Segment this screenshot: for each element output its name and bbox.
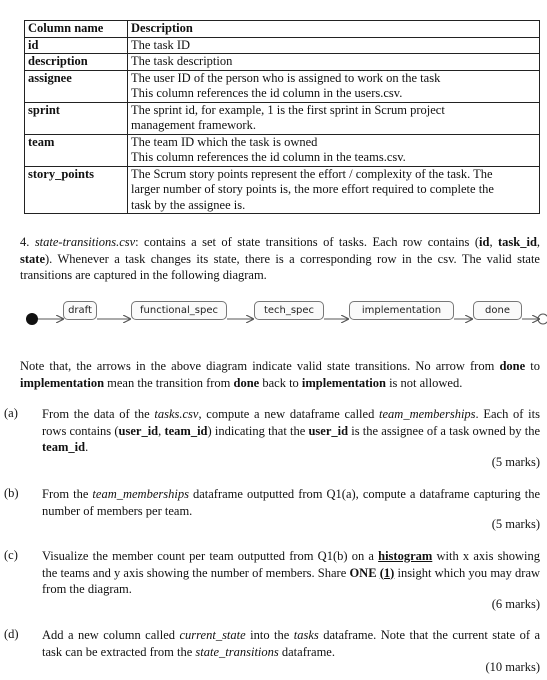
section-4-paragraph: 4. state-transitions.csv: contains a set of state transitions of tasks. Each row contains (id, task_id, state). Whenever a task changes its state, there is a corresponding row in the csv. The valid state transitions are captured in the following diagram. (20, 235, 541, 282)
column-description: The Scrum story points represent the effort / complexity of the task. The larger number of story points is, the more effort required to complete the task by the assignee is. (128, 166, 540, 214)
table-header-row (25, 21, 540, 38)
state-tech-spec: tech_spec (254, 301, 324, 320)
column-description: The sprint id, for example, 1 is the first sprint in Scrum project management framework. (128, 102, 540, 134)
question-label: (b) (4, 486, 19, 500)
table-row (25, 37, 540, 54)
column-name: id (25, 37, 128, 54)
question-text: From the team_memberships dataframe outputted from Q1(a), compute a dataframe capturing the number of members per team. (42, 487, 540, 518)
file-name: state-transitions.csv (34, 235, 136, 249)
table-row (25, 102, 540, 134)
table-row (25, 70, 540, 102)
question-label: (a) (4, 406, 18, 420)
question-text: From the data of the tasks.csv, compute a new dataframe called team_memberships. Each of its rows contains (user_id, team_id) indicating that the user_id is the assignee of a task owned by the team_id. (42, 407, 541, 454)
column-description: The user ID of the person who is assigned to work on the task This column references the id column in the users.csv. (128, 70, 540, 102)
column-name: assignee (25, 70, 128, 102)
initial-state-dot (26, 313, 38, 325)
column-description: The task description (128, 54, 540, 71)
question-text: Visualize the member count per team outputted from Q1(b) on a histogram with x axis showing the teams and y axis showing the number of members. Share ONE (1) insight which you may draw from the diagram. (42, 549, 541, 596)
question-text: Add a new column called current_state into the tasks dataframe. Note that the current state of a task can be extracted from the state_transitions dataframe. (42, 628, 540, 659)
table-row (25, 134, 540, 166)
question-marks: (5 marks) (491, 455, 540, 469)
state-done: done (473, 301, 522, 320)
state-implementation: implementation (349, 301, 454, 320)
state-draft: draft (63, 301, 97, 320)
state-functional-spec: functional_spec (131, 301, 227, 320)
column-description: The task ID (128, 37, 540, 54)
state-transition-diagram (20, 298, 547, 338)
column-header-name: Column name (25, 21, 128, 38)
column-name: story_points (25, 166, 128, 214)
question-marks: (6 marks) (491, 597, 540, 611)
table-row (25, 166, 540, 214)
column-table (24, 20, 540, 214)
question-label: (c) (4, 548, 18, 562)
question-marks: (10 marks) (485, 660, 540, 674)
column-name: sprint (25, 102, 128, 134)
column-name: description (25, 54, 128, 71)
final-state-circle (538, 314, 547, 324)
column-header-description: Description (128, 21, 540, 38)
question-marks: (5 marks) (491, 517, 540, 531)
column-description: The team ID which the task is owned This column references the id column in the teams.csv. (128, 134, 540, 166)
note-paragraph: Note that, the arrows in the above diagram indicate valid state transitions. No arrow from done to implementation mean the transition from done back to implementation is not allowed. (20, 359, 540, 390)
table-row (25, 54, 540, 71)
question-label: (d) (4, 627, 19, 641)
column-name: team (25, 134, 128, 166)
